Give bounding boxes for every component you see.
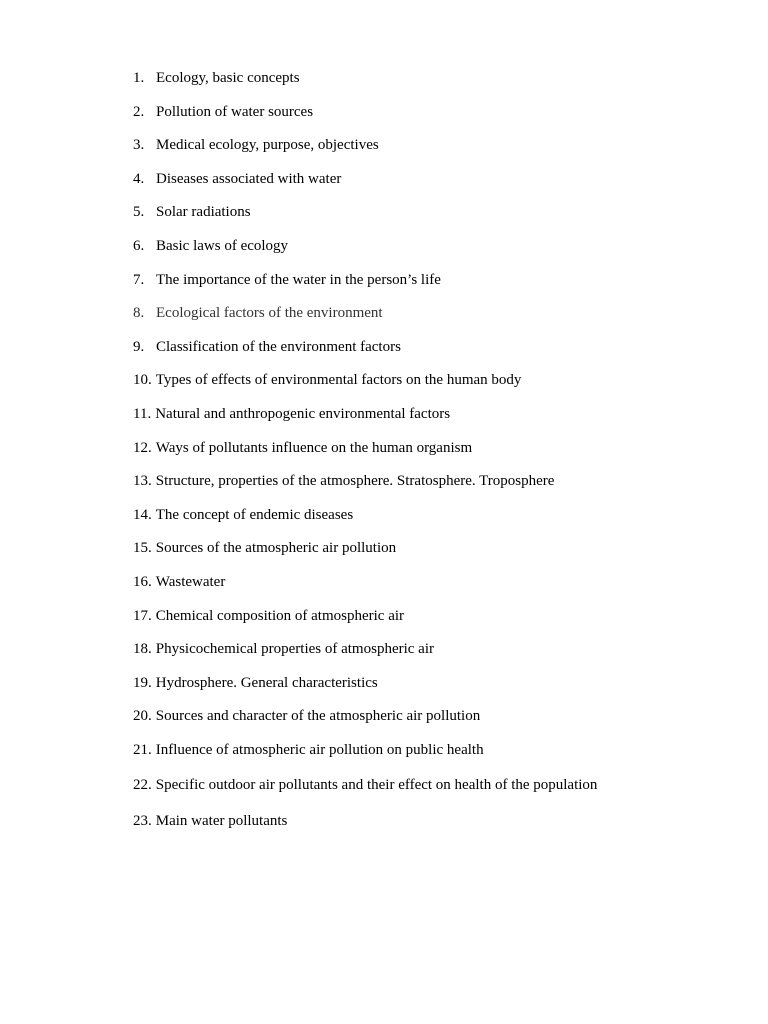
list-item	[133, 505, 733, 539]
list-item	[133, 740, 733, 776]
list-item-text: Ways of pollutants influence on the human organism	[155, 439, 473, 456]
list-item-number: 3.	[133, 137, 145, 154]
list-item-number: 13.	[133, 473, 152, 490]
list-item-text: Structure, properties of the atmosphere. Stratosphere. Troposphere	[155, 473, 555, 490]
list-item	[133, 538, 733, 572]
list-item-text: Chemical composition of atmospheric air	[155, 607, 405, 624]
topic-list	[133, 68, 733, 844]
list-item-number: 1.	[133, 70, 145, 86]
list-item	[133, 337, 733, 371]
list-item-number: 2.	[133, 103, 145, 120]
list-item-text: Types of effects of environmental factors on the human body	[155, 372, 522, 389]
list-item-number: 6.	[133, 237, 145, 254]
list-item-number: 4.	[133, 170, 145, 187]
list-item	[133, 303, 733, 337]
list-item-text: Sources and character of the atmospheric air pollution	[155, 708, 481, 725]
list-item	[133, 370, 733, 404]
list-item-number: 20.	[133, 708, 152, 725]
list-item-text: Medical ecology, purpose, objectives	[156, 137, 379, 154]
list-item-text: Classification of the environment factors	[156, 338, 401, 355]
list-item-number: 9.	[133, 338, 145, 355]
list-item-number: 14.	[133, 506, 152, 523]
list-item-number: 12.	[133, 439, 152, 456]
list-item-text: Specific outdoor air pollutants and their effect on health of the population	[155, 777, 598, 794]
list-item-number: 11.	[133, 405, 152, 422]
list-item-text: Influence of atmospheric air pollution on public health	[155, 741, 484, 758]
list-item	[133, 471, 733, 505]
list-item	[133, 606, 733, 640]
list-item	[133, 706, 733, 740]
list-item	[133, 811, 733, 845]
list-item-number: 8.	[133, 305, 145, 322]
list-item-number: 10.	[133, 372, 152, 389]
list-item-text: Ecology, basic concepts	[156, 70, 300, 86]
list-item	[133, 202, 733, 236]
list-item-number: 21.	[133, 741, 152, 758]
list-item-text: Ecological factors of the environment	[156, 305, 383, 322]
list-item-number: 22.	[133, 777, 152, 794]
list-item	[133, 68, 733, 102]
list-item	[133, 438, 733, 472]
list-item	[133, 270, 733, 304]
list-item-number: 17.	[133, 607, 152, 624]
list-item-number: 18.	[133, 641, 152, 658]
list-item	[133, 572, 733, 606]
list-item-text: Wastewater	[155, 573, 226, 590]
list-item-text: Physicochemical properties of atmospheric air	[155, 641, 434, 658]
list-item	[133, 775, 733, 811]
list-item	[133, 135, 733, 169]
list-item-text: Diseases associated with water	[156, 170, 342, 187]
list-item	[133, 102, 733, 136]
list-item-number: 15.	[133, 540, 152, 557]
list-item-text: Pollution of water sources	[156, 103, 314, 120]
list-item	[133, 404, 733, 438]
list-item-number: 7.	[133, 271, 145, 288]
list-item-text: Basic laws of ecology	[156, 237, 289, 254]
list-item-number: 5.	[133, 204, 145, 221]
list-item-number: 19.	[133, 674, 152, 691]
list-item-number: 23.	[133, 812, 152, 829]
list-item-text: Hydrosphere. General characteristics	[155, 674, 378, 691]
list-item-text: Sources of the atmospheric air pollution	[155, 540, 397, 557]
list-item-text: The importance of the water in the person’s life	[156, 271, 441, 288]
list-item-text: Solar radiations	[156, 204, 251, 221]
list-item	[133, 236, 733, 270]
list-item	[133, 639, 733, 673]
list-item-text: The concept of endemic diseases	[155, 506, 354, 523]
list-item-number: 16.	[133, 573, 152, 590]
list-item	[133, 169, 733, 203]
list-item-text: Natural and anthropogenic environmental factors	[155, 405, 451, 422]
list-item	[133, 673, 733, 707]
list-item-text: Main water pollutants	[155, 812, 288, 829]
